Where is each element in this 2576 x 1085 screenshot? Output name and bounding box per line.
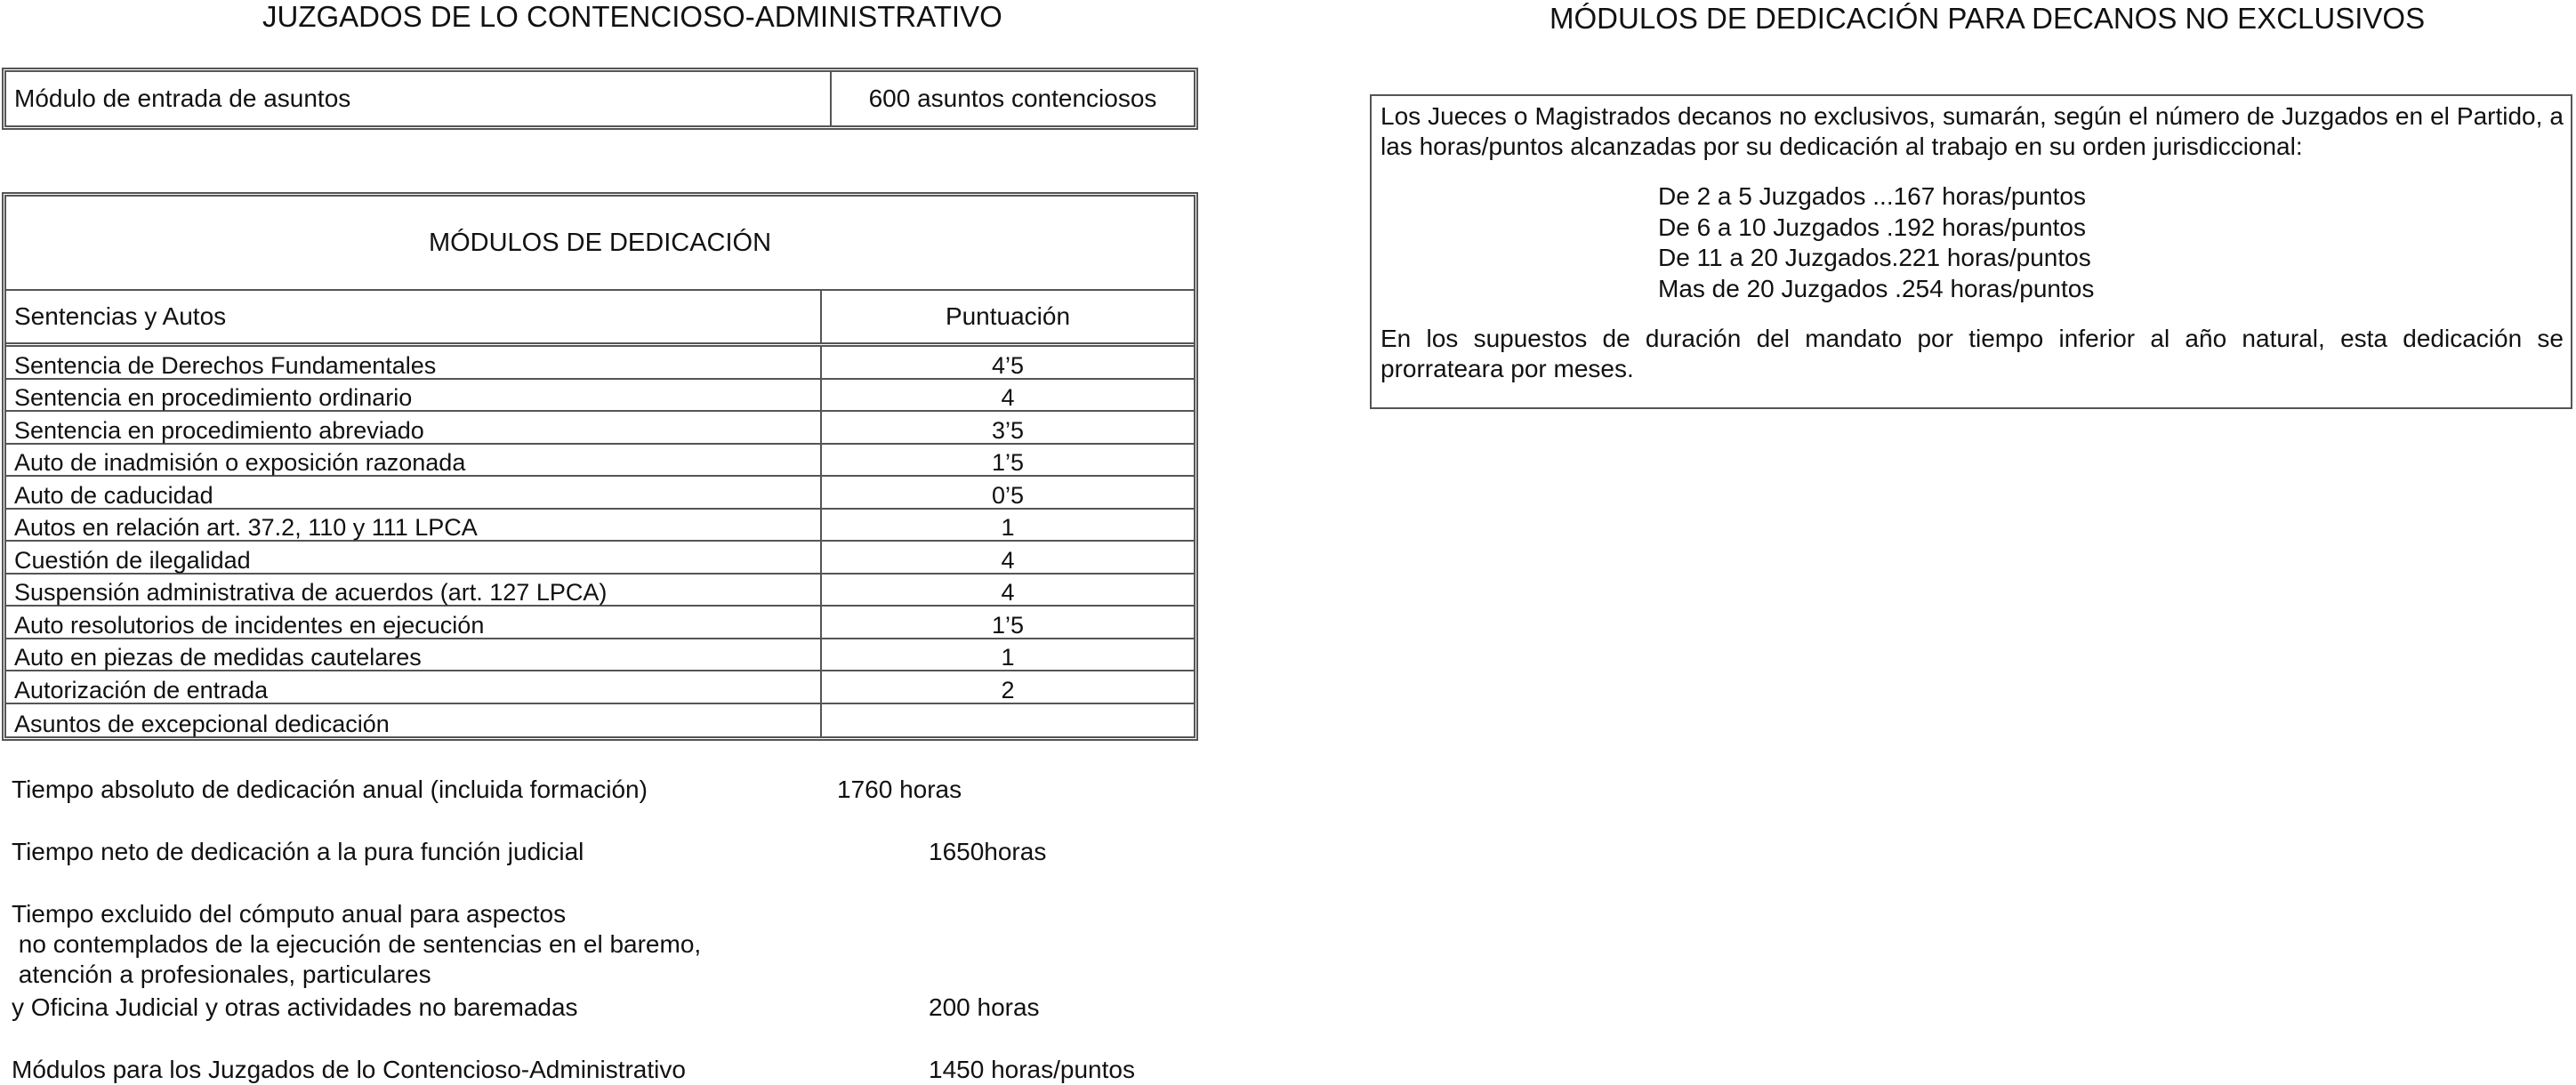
entry-module-value: 600 asuntos contenciosos (868, 84, 1157, 112)
row-score: 4 (1001, 546, 1015, 574)
excluded-time-line-2: no contemplados de la ejecución de sentencias en el baremo, (12, 930, 702, 958)
table-row (6, 704, 1194, 737)
table-row (6, 575, 1194, 607)
table-row (6, 380, 1194, 413)
deans-note-paragraph: En los supuestos de duración del mandato por tiempo inferior al año natural, esta dedicación se prorrateara por meses. (1381, 325, 2564, 382)
modules-label: Módulos para los Juzgados de lo Contencioso-Administrativo (12, 1056, 686, 1083)
net-time-value: 1650horas (929, 838, 1047, 865)
row-score: 4 (1001, 579, 1015, 606)
row-label: Auto de caducidad (6, 477, 822, 508)
table-row (6, 412, 1194, 445)
list-item: Mas de 20 Juzgados .254 horas/puntos (1658, 274, 2095, 302)
table-row (6, 607, 1194, 639)
excluded-time-value: 200 horas (929, 993, 1040, 1021)
absolute-time-label: Tiempo absoluto de dedicación anual (incluida formación) (12, 776, 648, 803)
excluded-time-line-1: Tiempo excluido del cómputo anual para aspectos (12, 900, 567, 928)
row-label: Cuestión de ilegalidad (6, 542, 822, 573)
dedication-table (2, 192, 1198, 741)
entry-module-table (2, 68, 1198, 130)
row-label: Autorización de entrada (6, 671, 822, 703)
table-row (6, 445, 1194, 478)
left-title: JUZGADOS DE LO CONTENCIOSO-ADMINISTRATIVO (262, 0, 1002, 33)
excluded-time-line-3: atención a profesionales, particulares (12, 960, 431, 988)
list-item: De 11 a 20 Juzgados.221 horas/puntos (1658, 244, 2091, 271)
row-score: 4 (1001, 384, 1015, 411)
list-item: De 6 a 10 Juzgados .192 horas/puntos (1658, 213, 2087, 241)
row-score (822, 704, 1194, 737)
row-score: 1 (1001, 644, 1015, 671)
table-row (6, 510, 1194, 542)
column-header-score: Puntuación (945, 302, 1071, 330)
row-label: Asuntos de excepcional dedicación (6, 704, 822, 737)
row-label: Sentencia en procedimiento abreviado (6, 412, 822, 443)
row-score: 2 (1001, 676, 1015, 703)
row-label: Sentencia en procedimiento ordinario (6, 380, 822, 411)
row-label: Auto en piezas de medidas cautelares (6, 639, 822, 671)
dedication-column-headers (6, 291, 1194, 347)
excluded-time-line-4: y Oficina Judicial y otras actividades no baremadas (12, 993, 578, 1021)
entry-module-label: Módulo de entrada de asuntos (6, 72, 832, 125)
right-title: MÓDULOS DE DEDICACIÓN PARA DECANOS NO EXCLUSIVOS (1550, 2, 2426, 35)
row-label: Auto de inadmisión o exposición razonada (6, 445, 822, 476)
dedication-heading: MÓDULOS DE DEDICACIÓN (6, 197, 1194, 291)
table-row (6, 639, 1194, 672)
table-row (6, 347, 1194, 380)
deans-dedication-box (1370, 94, 2572, 409)
net-time-label: Tiempo neto de dedicación a la pura función judicial (12, 838, 584, 865)
row-label: Suspensión administrativa de acuerdos (art. 127 LPCA) (6, 575, 822, 606)
absolute-time-value: 1760 horas (837, 776, 962, 803)
row-score: 4’5 (991, 351, 1025, 379)
row-label: Sentencia de Derechos Fundamentales (6, 347, 822, 378)
row-score: 1 (1001, 514, 1015, 541)
row-label: Autos en relación art. 37.2, 110 y 111 LPCA (6, 510, 822, 541)
row-score: 0’5 (991, 481, 1025, 509)
row-score: 1’5 (991, 611, 1025, 639)
row-score: 3’5 (991, 416, 1025, 444)
column-header-sentences: Sentencias y Autos (6, 291, 822, 342)
deans-hours-list (1658, 181, 2564, 304)
modules-value: 1450 horas/puntos (929, 1056, 1135, 1083)
row-label: Auto resolutorios de incidentes en ejecución (6, 607, 822, 638)
table-row (6, 671, 1194, 704)
deans-intro-paragraph: Los Jueces o Magistrados decanos no exclusivos, sumarán, según el número de Juzgados en el Partido, a las horas/puntos alcanzadas por su dedicación al trabajo en su orden jurisdiccional: (1381, 102, 2564, 160)
list-item: De 2 a 5 Juzgados ...167 horas/puntos (1658, 182, 2086, 210)
table-row (6, 477, 1194, 510)
row-score: 1’5 (991, 449, 1025, 476)
table-row (6, 542, 1194, 575)
